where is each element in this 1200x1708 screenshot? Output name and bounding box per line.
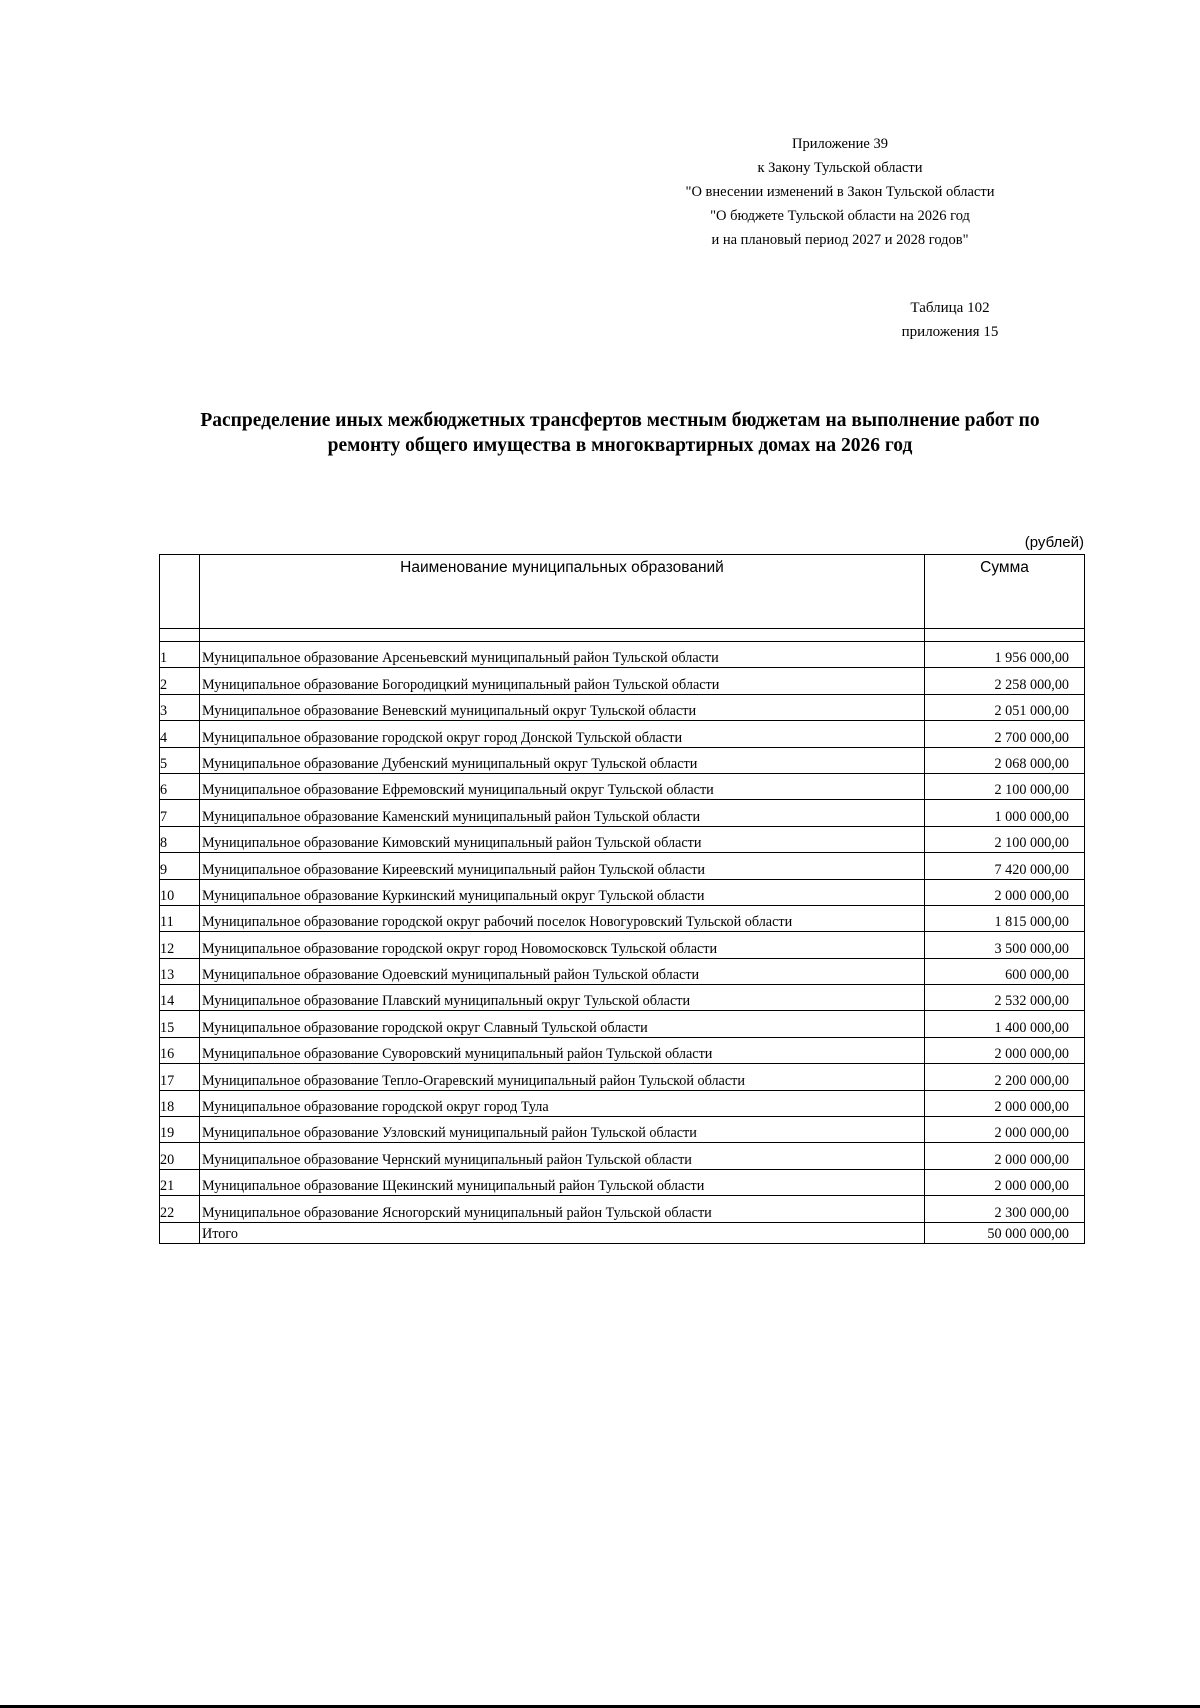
table-row	[160, 800, 1085, 826]
total-number-cell	[160, 1222, 200, 1243]
row-sum: 1 000 000,00	[925, 800, 1085, 826]
spacer-row	[160, 629, 1085, 642]
title-line-2: ремонту общего имущества в многоквартирных домах на 2026 год	[327, 435, 913, 456]
row-sum: 1 400 000,00	[925, 1011, 1085, 1037]
annex-line-5: и на плановый период 2027 и 2028 годов"	[711, 232, 969, 248]
table-reference	[860, 296, 1040, 344]
annex-line-4: "О бюджете Тульской области на 2026 год	[710, 208, 970, 224]
row-sum: 2 100 000,00	[925, 773, 1085, 799]
row-sum: 2 258 000,00	[925, 668, 1085, 694]
distribution-table	[159, 554, 1085, 1244]
row-sum: 2 200 000,00	[925, 1064, 1085, 1090]
municipality-name: Муниципальное образование Кимовский муниципальный район Тульской области	[200, 826, 925, 852]
row-number: 22	[160, 1196, 200, 1222]
row-sum: 7 420 000,00	[925, 853, 1085, 879]
row-sum: 2 532 000,00	[925, 985, 1085, 1011]
municipality-name: Муниципальное образование Дубенский муниципальный округ Тульской области	[200, 747, 925, 773]
row-number: 5	[160, 747, 200, 773]
row-sum: 2 100 000,00	[925, 826, 1085, 852]
row-number: 6	[160, 773, 200, 799]
row-sum: 2 068 000,00	[925, 747, 1085, 773]
municipality-name: Муниципальное образование Ефремовский муниципальный округ Тульской области	[200, 773, 925, 799]
table-row	[160, 668, 1085, 694]
municipality-name: Муниципальное образование Веневский муниципальный округ Тульской области	[200, 694, 925, 720]
row-number: 1	[160, 642, 200, 668]
total-sum: 50 000 000,00	[925, 1222, 1085, 1243]
table-row	[160, 721, 1085, 747]
row-number: 14	[160, 985, 200, 1011]
row-sum: 1 956 000,00	[925, 642, 1085, 668]
header-sum: Сумма	[925, 555, 1085, 629]
table-row	[160, 958, 1085, 984]
row-number: 4	[160, 721, 200, 747]
table-header-row	[160, 555, 1085, 629]
municipality-name: Муниципальное образование Каменский муниципальный район Тульской области	[200, 800, 925, 826]
municipality-name: Муниципальное образование Щекинский муниципальный район Тульской области	[200, 1169, 925, 1195]
table-body	[160, 629, 1085, 1223]
table-row	[160, 905, 1085, 931]
annex-line-3: "О внесении изменений в Закон Тульской области	[685, 184, 995, 200]
table-row	[160, 1143, 1085, 1169]
municipality-name: Муниципальное образование Ясногорский муниципальный район Тульской области	[200, 1196, 925, 1222]
units-label: (рублей)	[1024, 534, 1084, 551]
municipality-name: Муниципальное образование Арсеньевский муниципальный район Тульской области	[200, 642, 925, 668]
table-row	[160, 1117, 1085, 1143]
municipality-name: Муниципальное образование городской округ город Новомосковск Тульской области	[200, 932, 925, 958]
table-row	[160, 1037, 1085, 1063]
row-sum: 2 051 000,00	[925, 694, 1085, 720]
row-number: 10	[160, 879, 200, 905]
row-number: 21	[160, 1169, 200, 1195]
municipality-name: Муниципальное образование Киреевский муниципальный район Тульской области	[200, 853, 925, 879]
row-sum: 2 700 000,00	[925, 721, 1085, 747]
table-row	[160, 1169, 1085, 1195]
header-number	[160, 555, 200, 629]
row-number: 2	[160, 668, 200, 694]
municipality-name: Муниципальное образование Узловский муниципальный район Тульской области	[200, 1117, 925, 1143]
row-number: 18	[160, 1090, 200, 1116]
municipality-name: Муниципальное образование Чернский муниципальный район Тульской области	[200, 1143, 925, 1169]
row-sum: 2 000 000,00	[925, 1143, 1085, 1169]
table-row	[160, 826, 1085, 852]
row-sum: 600 000,00	[925, 958, 1085, 984]
row-sum: 3 500 000,00	[925, 932, 1085, 958]
row-sum: 2 000 000,00	[925, 1037, 1085, 1063]
row-number: 15	[160, 1011, 200, 1037]
row-number: 3	[160, 694, 200, 720]
row-number: 9	[160, 853, 200, 879]
table-row	[160, 1064, 1085, 1090]
table-ref-line-2: приложения 15	[901, 324, 999, 340]
municipality-name: Муниципальное образование Куркинский муниципальный округ Тульской области	[200, 879, 925, 905]
table-row	[160, 985, 1085, 1011]
municipality-name: Муниципальное образование Плавский муниципальный округ Тульской области	[200, 985, 925, 1011]
row-sum: 2 000 000,00	[925, 1169, 1085, 1195]
document-title	[140, 408, 1100, 458]
table-row	[160, 932, 1085, 958]
row-number: 8	[160, 826, 200, 852]
municipality-name: Муниципальное образование городской округ город Тула	[200, 1090, 925, 1116]
row-number: 17	[160, 1064, 200, 1090]
row-sum: 2 000 000,00	[925, 1090, 1085, 1116]
row-number: 20	[160, 1143, 200, 1169]
annex-line-1: Приложение 39	[792, 136, 888, 152]
title-line-1: Распределение иных межбюджетных трансфертов местным бюджетам на выполнение работ по	[200, 410, 1040, 431]
row-number: 19	[160, 1117, 200, 1143]
municipality-name: Муниципальное образование городской округ рабочий поселок Новогуровский Тульской области	[200, 905, 925, 931]
row-sum: 2 300 000,00	[925, 1196, 1085, 1222]
annex-line-2: к Закону Тульской области	[757, 160, 923, 176]
municipality-name: Муниципальное образование городской округ Славный Тульской области	[200, 1011, 925, 1037]
table-row	[160, 853, 1085, 879]
total-row	[160, 1222, 1085, 1243]
row-number: 11	[160, 905, 200, 931]
municipality-name: Муниципальное образование Богородицкий муниципальный район Тульской области	[200, 668, 925, 694]
row-number: 13	[160, 958, 200, 984]
table-row	[160, 1090, 1085, 1116]
municipality-name: Муниципальное образование Суворовский муниципальный район Тульской области	[200, 1037, 925, 1063]
row-number: 7	[160, 800, 200, 826]
row-number: 12	[160, 932, 200, 958]
table-row	[160, 879, 1085, 905]
municipality-name: Муниципальное образование Тепло-Огаревский муниципальный район Тульской области	[200, 1064, 925, 1090]
annex-reference	[600, 132, 1080, 252]
table-row	[160, 1011, 1085, 1037]
header-name: Наименование муниципальных образований	[200, 555, 925, 629]
municipality-name: Муниципальное образование городской округ город Донской Тульской области	[200, 721, 925, 747]
row-sum: 2 000 000,00	[925, 1117, 1085, 1143]
table-row	[160, 747, 1085, 773]
row-number: 16	[160, 1037, 200, 1063]
row-sum: 2 000 000,00	[925, 879, 1085, 905]
table-ref-line-1: Таблица 102	[910, 300, 990, 316]
table-row	[160, 1196, 1085, 1222]
table-row	[160, 642, 1085, 668]
table-row	[160, 773, 1085, 799]
municipality-name: Муниципальное образование Одоевский муниципальный район Тульской области	[200, 958, 925, 984]
row-sum: 1 815 000,00	[925, 905, 1085, 931]
table-row	[160, 694, 1085, 720]
total-label: Итого	[200, 1222, 925, 1243]
